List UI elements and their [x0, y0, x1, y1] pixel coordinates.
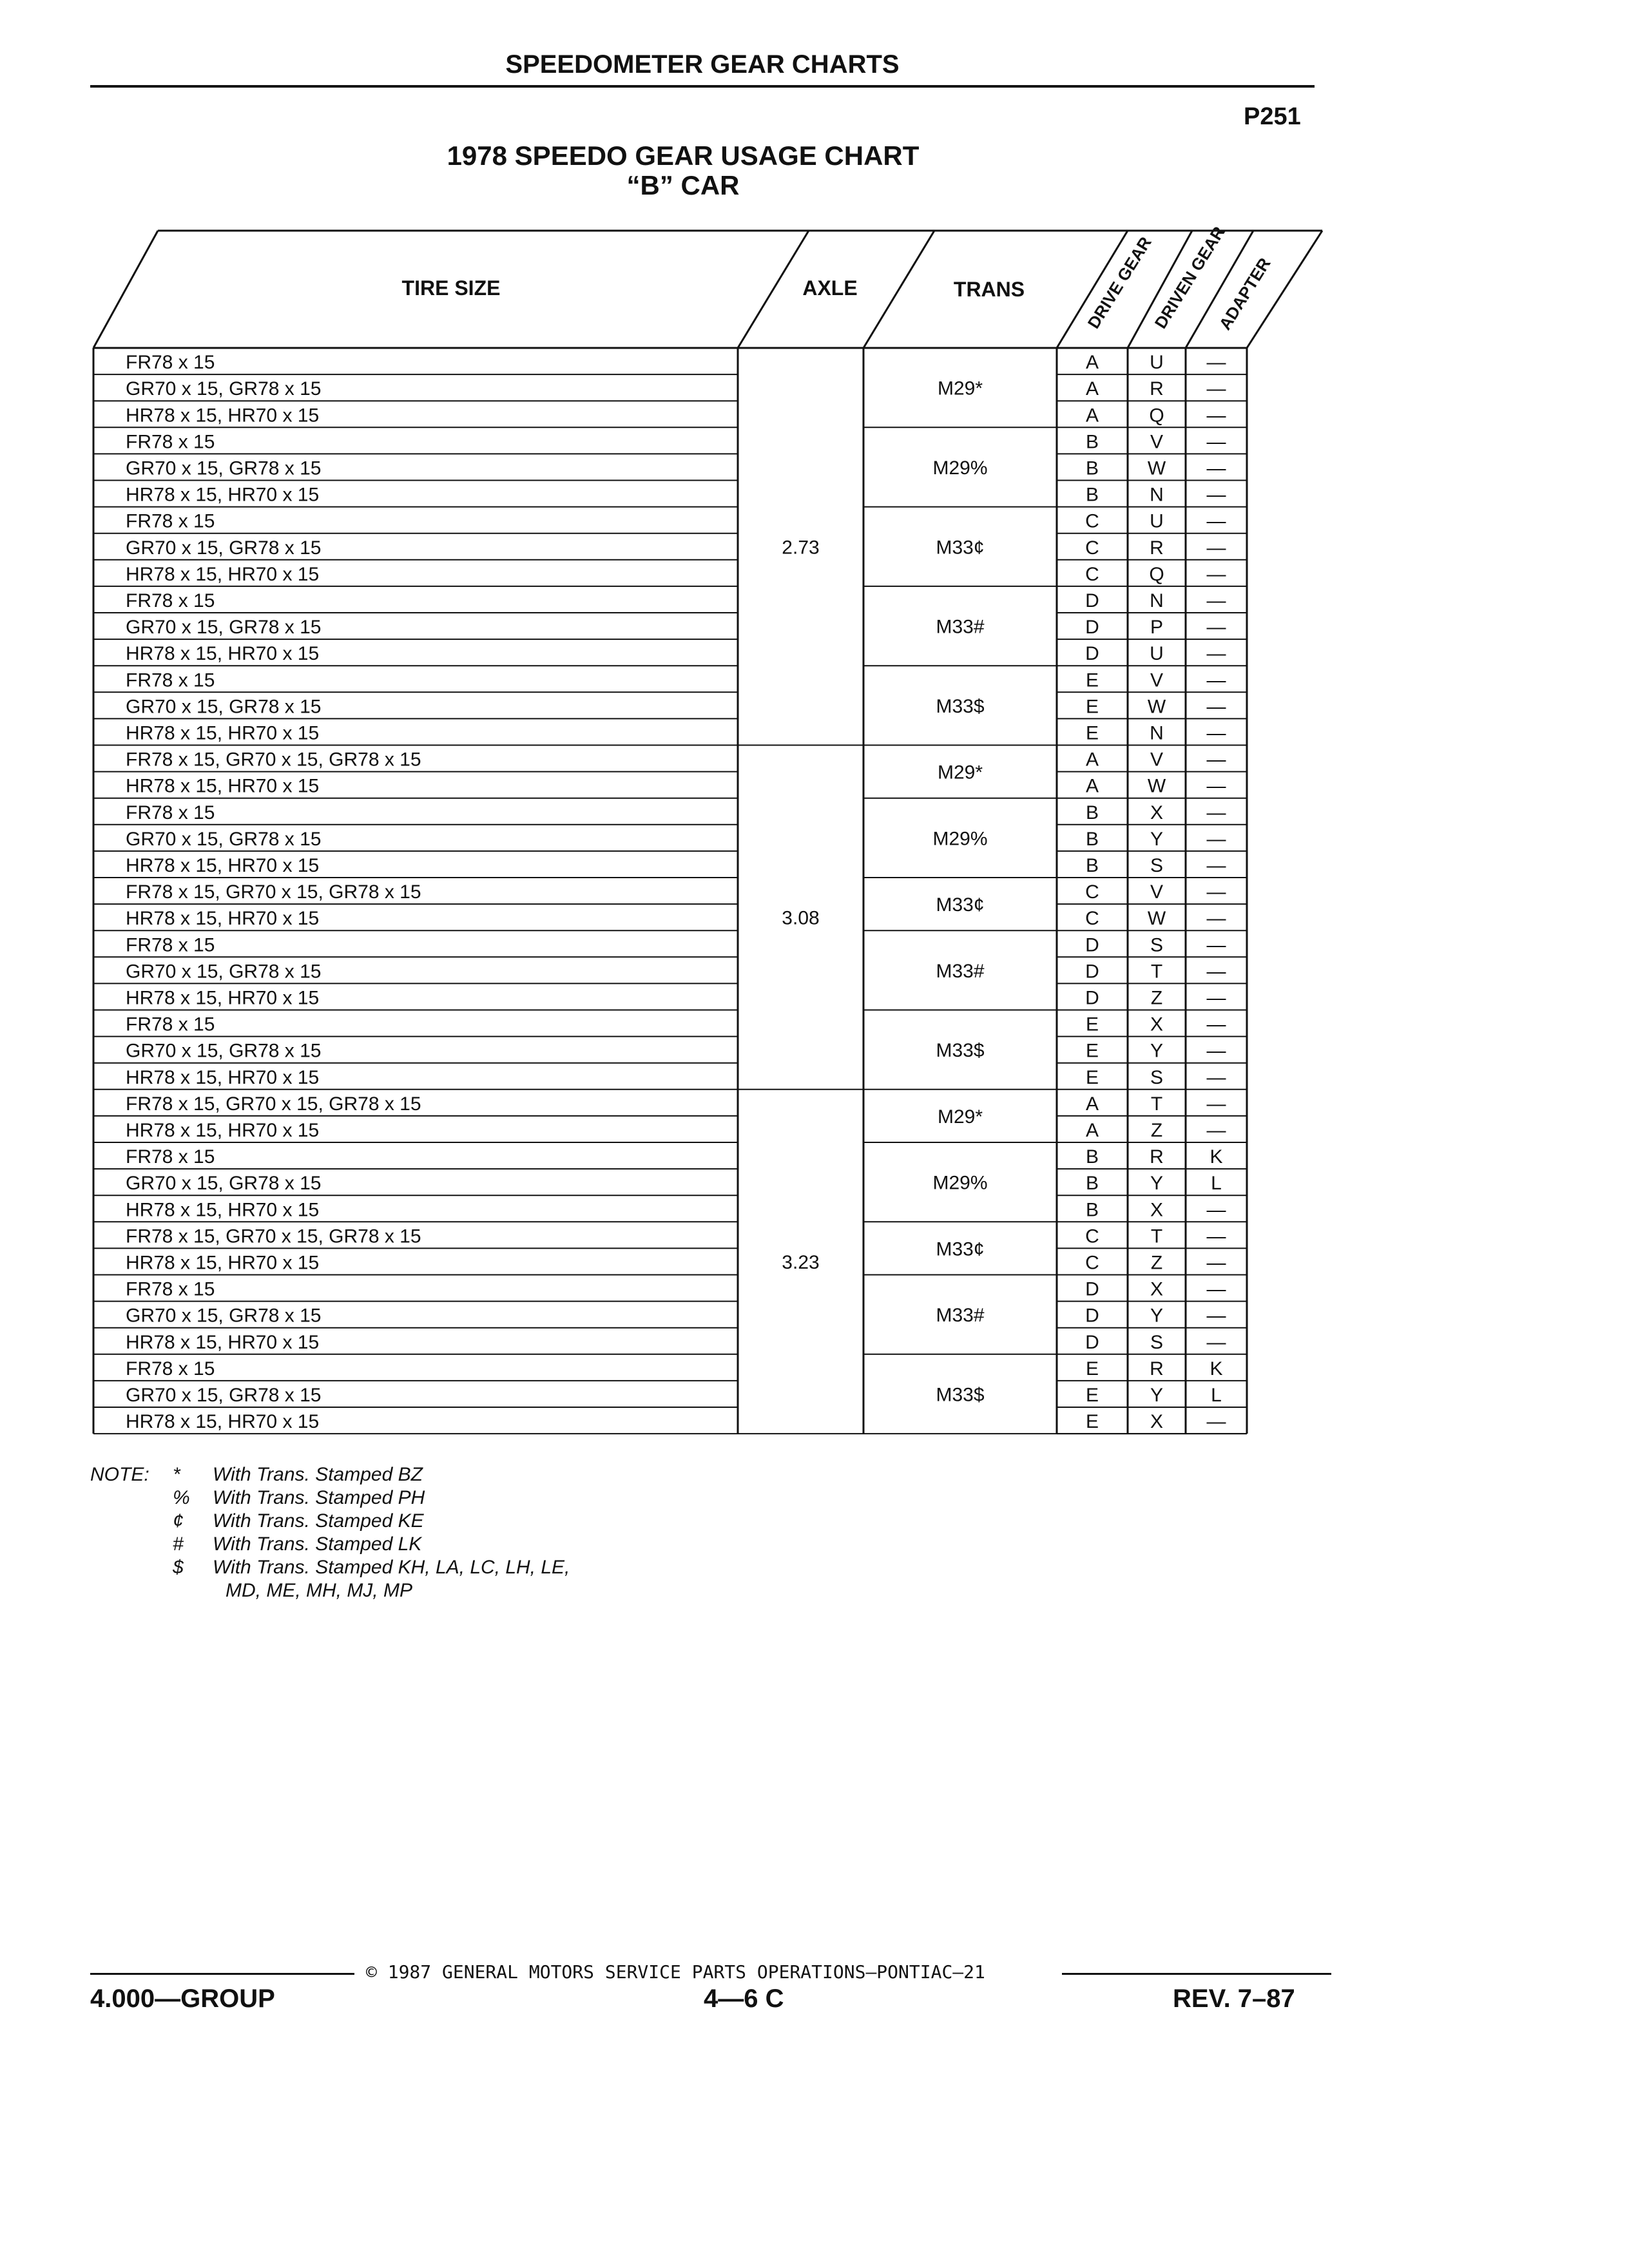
tire-size-cell: HR78 x 15, HR70 x 15 [126, 855, 320, 876]
adapter-cell: — [1206, 352, 1226, 374]
tire-size-cell: FR78 x 15 [126, 510, 215, 532]
adapter-cell: — [1206, 1014, 1226, 1035]
note-symbol: % [173, 1487, 190, 1508]
tire-size-cell: FR78 x 15, GR70 x 15, GR78 x 15 [126, 1225, 421, 1247]
drive-gear-cell: E [1085, 722, 1099, 744]
drive-gear-cell: E [1085, 1014, 1099, 1035]
driven-gear-cell: Y [1150, 1040, 1164, 1062]
tire-size-cell: GR70 x 15, GR78 x 15 [126, 617, 322, 639]
note-symbol: ¢ [173, 1510, 184, 1532]
drive-gear-cell: B [1085, 1173, 1099, 1195]
footer-rule-left [90, 1973, 354, 1975]
drive-gear-cell: E [1085, 1358, 1099, 1379]
adapter-cell: — [1206, 457, 1226, 479]
axle-cell: 3.08 [782, 907, 820, 929]
tire-size-cell: FR78 x 15 [126, 669, 215, 691]
notes-label: NOTE: [90, 1464, 149, 1485]
trans-cell: M29* [937, 1106, 983, 1128]
adapter-cell: — [1206, 563, 1226, 585]
drive-gear-cell: D [1085, 934, 1099, 956]
driven-gear-cell: Q [1149, 563, 1164, 585]
drive-gear-cell: C [1085, 908, 1099, 930]
drive-gear-cell: B [1085, 431, 1099, 453]
header-adapter: ADAPTER [1215, 254, 1275, 334]
tire-size-cell: HR78 x 15, HR70 x 15 [126, 722, 320, 744]
driven-gear-cell: W [1147, 457, 1166, 479]
drive-gear-cell: D [1085, 590, 1099, 611]
tire-size-cell: GR70 x 15, GR78 x 15 [126, 1173, 322, 1195]
adapter-cell: K [1210, 1358, 1223, 1379]
adapter-cell: — [1206, 590, 1226, 611]
adapter-cell: — [1206, 696, 1226, 718]
note-text: With Trans. Stamped KE [213, 1510, 424, 1532]
adapter-cell: — [1206, 1278, 1226, 1300]
driven-gear-cell: P [1150, 617, 1164, 639]
adapter-cell: — [1206, 1040, 1226, 1062]
adapter-cell: K [1210, 1146, 1223, 1168]
trans-cell: M33# [936, 960, 985, 982]
header-trans: TRANS [953, 278, 1025, 301]
driven-gear-cell: V [1150, 881, 1164, 903]
driven-gear-cell: X [1150, 1014, 1164, 1035]
note-text: With Trans. Stamped PH [213, 1487, 425, 1508]
driven-gear-cell: Y [1150, 1173, 1164, 1195]
tire-size-cell: FR78 x 15, GR70 x 15, GR78 x 15 [126, 1093, 421, 1115]
adapter-cell: — [1206, 1093, 1226, 1115]
driven-gear-cell: Z [1150, 1120, 1163, 1141]
section-title: SPEEDOMETER GEAR CHARTS [505, 50, 900, 79]
tire-size-cell: GR70 x 15, GR78 x 15 [126, 537, 322, 559]
adapter-cell: — [1206, 961, 1226, 983]
drive-gear-cell: B [1085, 828, 1099, 850]
adapter-cell: — [1206, 828, 1226, 850]
tire-size-cell: FR78 x 15 [126, 1146, 215, 1168]
adapter-cell: — [1206, 1199, 1226, 1221]
trans-cell: M33¢ [936, 894, 985, 916]
adapter-cell: — [1206, 1120, 1226, 1141]
tire-size-cell: HR78 x 15, HR70 x 15 [126, 908, 320, 930]
trans-cell: M33¢ [936, 1238, 985, 1260]
tire-size-cell: GR70 x 15, GR78 x 15 [126, 696, 322, 718]
driven-gear-cell: S [1150, 855, 1164, 876]
footer-page: 4—6 C [704, 1984, 784, 2013]
tire-size-cell: FR78 x 15, GR70 x 15, GR78 x 15 [126, 749, 421, 771]
driven-gear-cell: V [1150, 431, 1164, 453]
driven-gear-cell: V [1150, 749, 1164, 771]
driven-gear-cell: N [1150, 722, 1164, 744]
tire-size-cell: GR70 x 15, GR78 x 15 [126, 1385, 322, 1406]
driven-gear-cell: N [1150, 484, 1164, 506]
adapter-cell: — [1206, 1331, 1226, 1353]
footer-copyright: © 1987 GENERAL MOTORS SERVICE PARTS OPERATIONS—PONTIAC—21 [366, 1961, 985, 1983]
adapter-cell: — [1206, 775, 1226, 797]
drive-gear-cell: B [1085, 855, 1099, 876]
drive-gear-cell: A [1085, 1120, 1099, 1141]
tire-size-cell: HR78 x 15, HR70 x 15 [126, 1331, 320, 1353]
driven-gear-cell: Q [1149, 405, 1164, 427]
adapter-cell: — [1206, 510, 1226, 532]
tire-size-cell: GR70 x 15, GR78 x 15 [126, 828, 322, 850]
trans-cell: M33# [936, 616, 985, 638]
tire-size-cell: GR70 x 15, GR78 x 15 [126, 1305, 322, 1327]
drive-gear-cell: D [1085, 1278, 1099, 1300]
chart-title-line2: “B” CAR [626, 170, 740, 200]
adapter-cell: — [1206, 987, 1226, 1009]
drive-gear-cell: E [1085, 1040, 1099, 1062]
driven-gear-cell: S [1150, 1066, 1164, 1088]
drive-gear-cell: A [1085, 352, 1099, 374]
adapter-cell: — [1206, 881, 1226, 903]
trans-cell: M29% [932, 457, 988, 479]
adapter-cell: — [1206, 537, 1226, 559]
tire-size-cell: HR78 x 15, HR70 x 15 [126, 484, 320, 506]
adapter-cell: — [1206, 749, 1226, 771]
tire-size-cell: GR70 x 15, GR78 x 15 [126, 457, 322, 479]
driven-gear-cell: U [1150, 510, 1164, 532]
note-text: With Trans. Stamped LK [213, 1533, 422, 1555]
tire-size-cell: FR78 x 15 [126, 590, 215, 611]
driven-gear-cell: R [1150, 1146, 1164, 1168]
note-continuation: MD, ME, MH, MJ, MP [226, 1580, 412, 1601]
drive-gear-cell: C [1085, 563, 1099, 585]
tire-size-cell: FR78 x 15 [126, 934, 215, 956]
tire-size-cell: FR78 x 15 [126, 431, 215, 453]
adapter-cell: L [1211, 1173, 1222, 1195]
adapter-cell: — [1206, 908, 1226, 930]
drive-gear-cell: D [1085, 617, 1099, 639]
adapter-cell: — [1206, 378, 1226, 400]
adapter-cell: — [1206, 669, 1226, 691]
trans-cell: M33# [936, 1305, 985, 1327]
tire-size-cell: HR78 x 15, HR70 x 15 [126, 987, 320, 1009]
header-axle: AXLE [802, 276, 858, 300]
drive-gear-cell: D [1085, 987, 1099, 1009]
driven-gear-cell: S [1150, 1331, 1164, 1353]
adapter-cell: — [1206, 1066, 1226, 1088]
tire-size-cell: HR78 x 15, HR70 x 15 [126, 563, 320, 585]
driven-gear-cell: W [1147, 775, 1166, 797]
driven-gear-cell: R [1150, 537, 1164, 559]
drive-gear-cell: A [1085, 749, 1099, 771]
header-driven-gear: DRIVEN GEAR [1150, 223, 1229, 332]
driven-gear-cell: Y [1150, 1305, 1164, 1327]
header-slant-left [93, 231, 158, 348]
drive-gear-cell: A [1085, 378, 1099, 400]
driven-gear-cell: X [1150, 1411, 1164, 1433]
driven-gear-cell: X [1150, 1278, 1164, 1300]
footer-revision: REV. 7–87 [1173, 1984, 1295, 2013]
drive-gear-cell: C [1085, 1252, 1099, 1274]
trans-cell: M29% [932, 828, 988, 850]
drive-gear-cell: B [1085, 802, 1099, 823]
drive-gear-cell: E [1085, 1385, 1099, 1406]
driven-gear-cell: U [1150, 643, 1164, 665]
drive-gear-cell: B [1085, 1199, 1099, 1221]
axle-cell: 3.23 [782, 1251, 820, 1273]
tire-size-cell: FR78 x 15, GR70 x 15, GR78 x 15 [126, 881, 421, 903]
tire-size-cell: FR78 x 15 [126, 802, 215, 823]
drive-gear-cell: B [1085, 457, 1099, 479]
adapter-cell: — [1206, 934, 1226, 956]
driven-gear-cell: X [1150, 802, 1164, 823]
trans-cell: M33$ [936, 1384, 985, 1406]
adapter-cell: — [1206, 431, 1226, 453]
driven-gear-cell: W [1147, 696, 1166, 718]
adapter-cell: — [1206, 484, 1226, 506]
drive-gear-cell: A [1085, 775, 1099, 797]
driven-gear-cell: W [1147, 908, 1166, 930]
adapter-cell: — [1206, 617, 1226, 639]
drive-gear-cell: E [1085, 669, 1099, 691]
header-drive-gear: DRIVE GEAR [1083, 233, 1155, 332]
adapter-cell: — [1206, 722, 1226, 744]
driven-gear-cell: R [1150, 1358, 1164, 1379]
driven-gear-cell: Z [1150, 987, 1163, 1009]
driven-gear-cell: V [1150, 669, 1164, 691]
note-symbol: $ [173, 1557, 184, 1578]
tire-size-cell: HR78 x 15, HR70 x 15 [126, 1199, 320, 1221]
tire-size-cell: HR78 x 15, HR70 x 15 [126, 775, 320, 797]
trans-cell: M33$ [936, 1040, 985, 1062]
drive-gear-cell: D [1085, 1305, 1099, 1327]
driven-gear-cell: S [1150, 934, 1164, 956]
drive-gear-cell: D [1085, 1331, 1099, 1353]
drive-gear-cell: E [1085, 696, 1099, 718]
note-text: With Trans. Stamped BZ [213, 1464, 423, 1485]
axle-cell: 2.73 [782, 537, 820, 559]
tire-size-cell: HR78 x 15, HR70 x 15 [126, 1411, 320, 1433]
trans-cell: M29* [937, 762, 983, 783]
drive-gear-cell: C [1085, 1225, 1099, 1247]
drive-gear-cell: C [1085, 537, 1099, 559]
drive-gear-cell: B [1085, 1146, 1099, 1168]
driven-gear-cell: Y [1150, 828, 1164, 850]
tire-size-cell: GR70 x 15, GR78 x 15 [126, 1040, 322, 1062]
tire-size-cell: FR78 x 15 [126, 352, 215, 374]
driven-gear-cell: X [1150, 1199, 1164, 1221]
adapter-cell: — [1206, 405, 1226, 427]
chart-title-line1: 1978 SPEEDO GEAR USAGE CHART [447, 140, 920, 171]
trans-cell: M29* [937, 378, 983, 399]
header-slant-axle [738, 231, 809, 348]
drive-gear-cell: B [1085, 484, 1099, 506]
driven-gear-cell: Y [1150, 1385, 1164, 1406]
driven-gear-cell: R [1150, 378, 1164, 400]
page-code: P251 [1244, 103, 1301, 130]
tire-size-cell: FR78 x 15 [126, 1278, 215, 1300]
driven-gear-cell: T [1150, 1093, 1163, 1115]
driven-gear-cell: U [1150, 352, 1164, 374]
adapter-cell: — [1206, 855, 1226, 876]
drive-gear-cell: D [1085, 961, 1099, 983]
tire-size-cell: HR78 x 15, HR70 x 15 [126, 1252, 320, 1274]
adapter-cell: — [1206, 643, 1226, 665]
tire-size-cell: FR78 x 15 [126, 1358, 215, 1379]
adapter-cell: — [1206, 1411, 1226, 1433]
adapter-cell: — [1206, 1225, 1226, 1247]
drive-gear-cell: E [1085, 1411, 1099, 1433]
footer-rule-right [1062, 1973, 1331, 1975]
trans-cell: M33$ [936, 695, 985, 717]
header-tire-size: TIRE SIZE [401, 276, 501, 300]
drive-gear-cell: C [1085, 510, 1099, 532]
drive-gear-cell: A [1085, 1093, 1099, 1115]
note-text: With Trans. Stamped KH, LA, LC, LH, LE, [213, 1557, 570, 1578]
drive-gear-cell: D [1085, 643, 1099, 665]
footer-group: 4.000—GROUP [90, 1984, 275, 2013]
adapter-cell: L [1211, 1385, 1222, 1406]
tire-size-cell: FR78 x 15 [126, 1014, 215, 1035]
tire-size-cell: GR70 x 15, GR78 x 15 [126, 378, 322, 400]
header-slant-trans [863, 231, 934, 348]
tire-size-cell: HR78 x 15, HR70 x 15 [126, 405, 320, 427]
adapter-cell: — [1206, 1252, 1226, 1274]
tire-size-cell: HR78 x 15, HR70 x 15 [126, 643, 320, 665]
note-symbol: * [173, 1464, 180, 1485]
drive-gear-cell: A [1085, 405, 1099, 427]
tire-size-cell: HR78 x 15, HR70 x 15 [126, 1120, 320, 1141]
driven-gear-cell: T [1150, 961, 1163, 983]
adapter-cell: — [1206, 802, 1226, 823]
drive-gear-cell: C [1085, 881, 1099, 903]
driven-gear-cell: Z [1150, 1252, 1163, 1274]
tire-size-cell: HR78 x 15, HR70 x 15 [126, 1066, 320, 1088]
adapter-cell: — [1206, 1305, 1226, 1327]
note-symbol: # [173, 1533, 184, 1555]
driven-gear-cell: T [1150, 1225, 1163, 1247]
trans-cell: M29% [932, 1172, 988, 1194]
drive-gear-cell: E [1085, 1066, 1099, 1088]
trans-cell: M33¢ [936, 537, 985, 559]
driven-gear-cell: N [1150, 590, 1164, 611]
tire-size-cell: GR70 x 15, GR78 x 15 [126, 961, 322, 983]
